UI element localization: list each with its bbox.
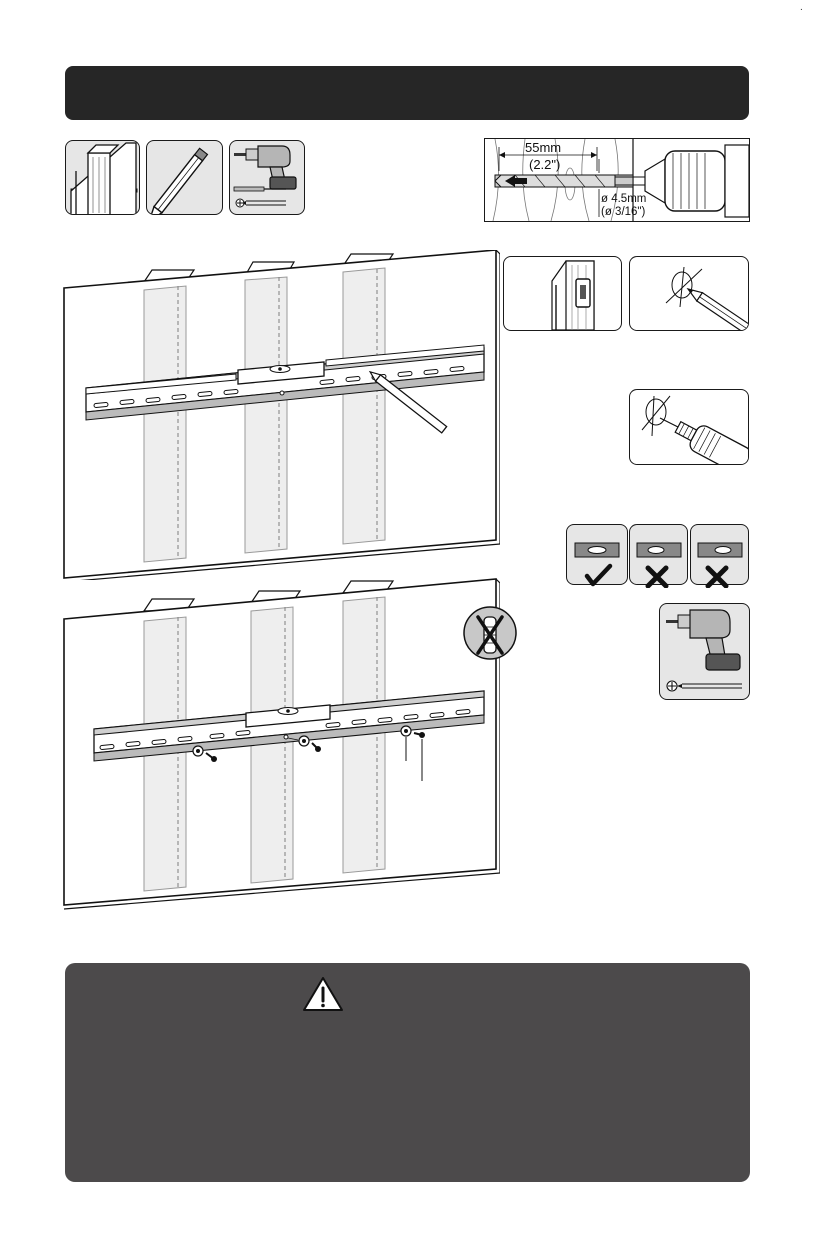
step-header-bar bbox=[65, 66, 749, 120]
diameter-mm-label: ø 4.5mm bbox=[601, 193, 647, 205]
pencil-mark-diagram bbox=[630, 257, 748, 330]
diameter-in-label: (ø 3/16") bbox=[601, 206, 646, 218]
depth-in-label: (2.2") bbox=[529, 157, 561, 172]
corner-mark: . bbox=[800, 2, 803, 13]
cross-icon bbox=[708, 568, 726, 586]
level-check-marks bbox=[584, 562, 754, 588]
pilot-hole-diagram bbox=[630, 390, 748, 464]
pencil-mark-detail bbox=[629, 256, 749, 331]
drill-driver-panel bbox=[659, 603, 750, 700]
drill-panel bbox=[229, 140, 305, 215]
pilot-hole-detail bbox=[629, 389, 749, 465]
cross-icon bbox=[648, 568, 666, 586]
checkmark-icon bbox=[587, 566, 610, 584]
stud-edge-detail bbox=[503, 256, 622, 331]
wood-stud-icon bbox=[66, 141, 139, 214]
wall-mount-step-1-illustration bbox=[60, 250, 500, 580]
drill-depth-detail bbox=[484, 138, 750, 222]
stud-finder-panel bbox=[65, 140, 140, 215]
power-drill-icon bbox=[660, 604, 749, 699]
warning-box bbox=[65, 963, 750, 1182]
pencil-panel bbox=[146, 140, 223, 215]
stud-finder-detail bbox=[504, 257, 621, 330]
power-drill-icon bbox=[230, 141, 304, 214]
pencil-icon bbox=[147, 141, 222, 214]
warning-triangle-icon bbox=[301, 975, 345, 1013]
depth-mm-label: 55mm bbox=[525, 140, 562, 155]
wall-mount-step-2-illustration bbox=[60, 575, 500, 910]
no-drywall-anchor-icon bbox=[462, 605, 518, 661]
drill-depth-diagram bbox=[485, 139, 749, 221]
